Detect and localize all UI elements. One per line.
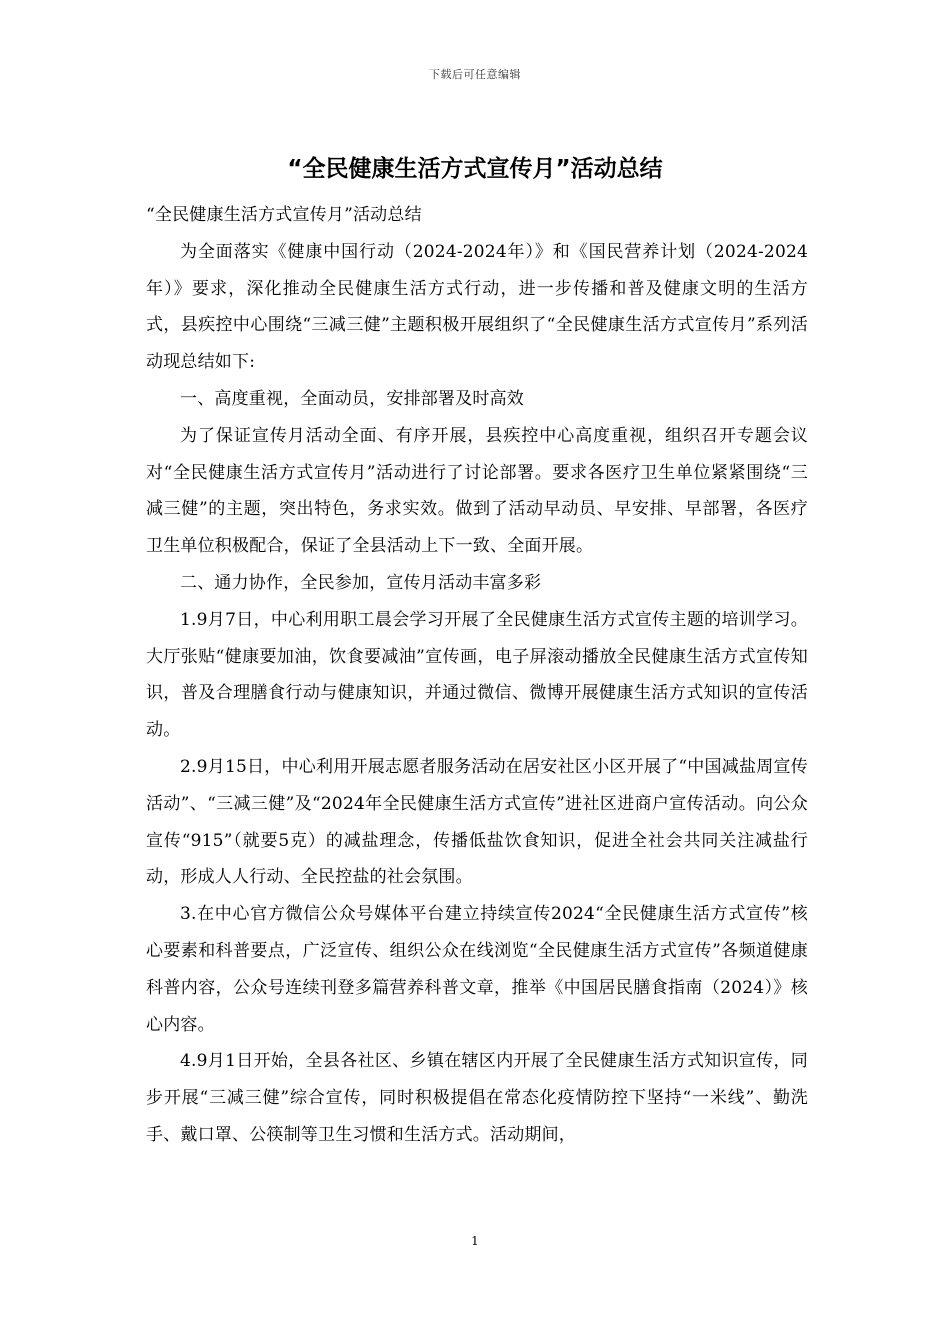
body-paragraph: 为全面落实《健康中国行动（2024-2024年）》和《国民营养计划（2024-2024年）》要求，深化推动全民健康生活方式行动，进一步传播和普及健康文明的生活方式，县疾控中心围绕“三减三健”主题积极开展组织了“全民健康生活方式宣传月”系列活动现总结如下: xyxy=(146,241,808,373)
body-paragraph: 3.在中心官方微信公众号媒体平台建立持续宣传2024“全民健康生活方式宣传”核心要素和科普要点，广泛宣传、组织公众在线浏览“全民健康生活方式宣传”各频道健康科普内容，公众号连续刊登多篇营养科普文章，推举《中国居民膳食指南（2024）》核心内容。 xyxy=(146,904,808,1035)
page-number: 1 xyxy=(471,1234,479,1248)
document-body xyxy=(146,197,808,1154)
section-heading: 二、通力协作，全民参加，宣传月活动丰富多彩 xyxy=(180,572,542,593)
body-paragraph: 为了保证宣传月活动全面、有序开展，县疾控中心高度重视，组织召开专题会议对“全民健康生活方式宣传月”活动进行了讨论部署。要求各医疗卫生单位紧紧围绕“三减三健”的主题，突出特色，务求实效。做到了活动早动员、早安排、早部署，各医疗卫生单位积极配合，保证了全县活动上下一致、全面开展。 xyxy=(146,425,808,557)
page-header-note: 下载后可任意编辑 xyxy=(429,68,521,81)
body-paragraph: 1.9月7日，中心利用职工晨会学习开展了全民健康生活方式宣传主题的培训学习。大厅张贴“健康要加油，饮食要减油”宣传画，电子屏滚动播放全民健康生活方式宣传知识，普及合理膳食行动与健康知识，并通过微信、微博开展健康生活方式知识的宣传活动。 xyxy=(146,609,808,741)
section-heading: 一、高度重视，全面动员，安排部署及时高效 xyxy=(180,388,524,409)
subtitle-paragraph: “全民健康生活方式宣传月”活动总结 xyxy=(146,205,422,225)
body-paragraph: 4.9月1日开始，全县各社区、乡镇在辖区内开展了全民健康生活方式知识宣传，同步开展“三减三健”综合宣传，同时积极提倡在常态化疫情防控下坚持“一米线”、勤洗手、戴口罩、公筷制等卫生习惯和生活方式。活动期间， xyxy=(146,1051,808,1145)
document-title: “全民健康生活方式宣传月”活动总结 xyxy=(287,156,663,182)
body-paragraph: 2.9月15日，中心利用开展志愿者服务活动在居安社区小区开展了“中国减盐周宣传活动”、“三减三健”及“2024年全民健康生活方式宣传”进社区进商户宣传活动。向公众宣传“915”（就要5克）的减盐理念，传播低盐饮食知识，促进全社会共同关注减盐行动，形成人人行动、全民控盐的社会氛围。 xyxy=(146,756,808,888)
